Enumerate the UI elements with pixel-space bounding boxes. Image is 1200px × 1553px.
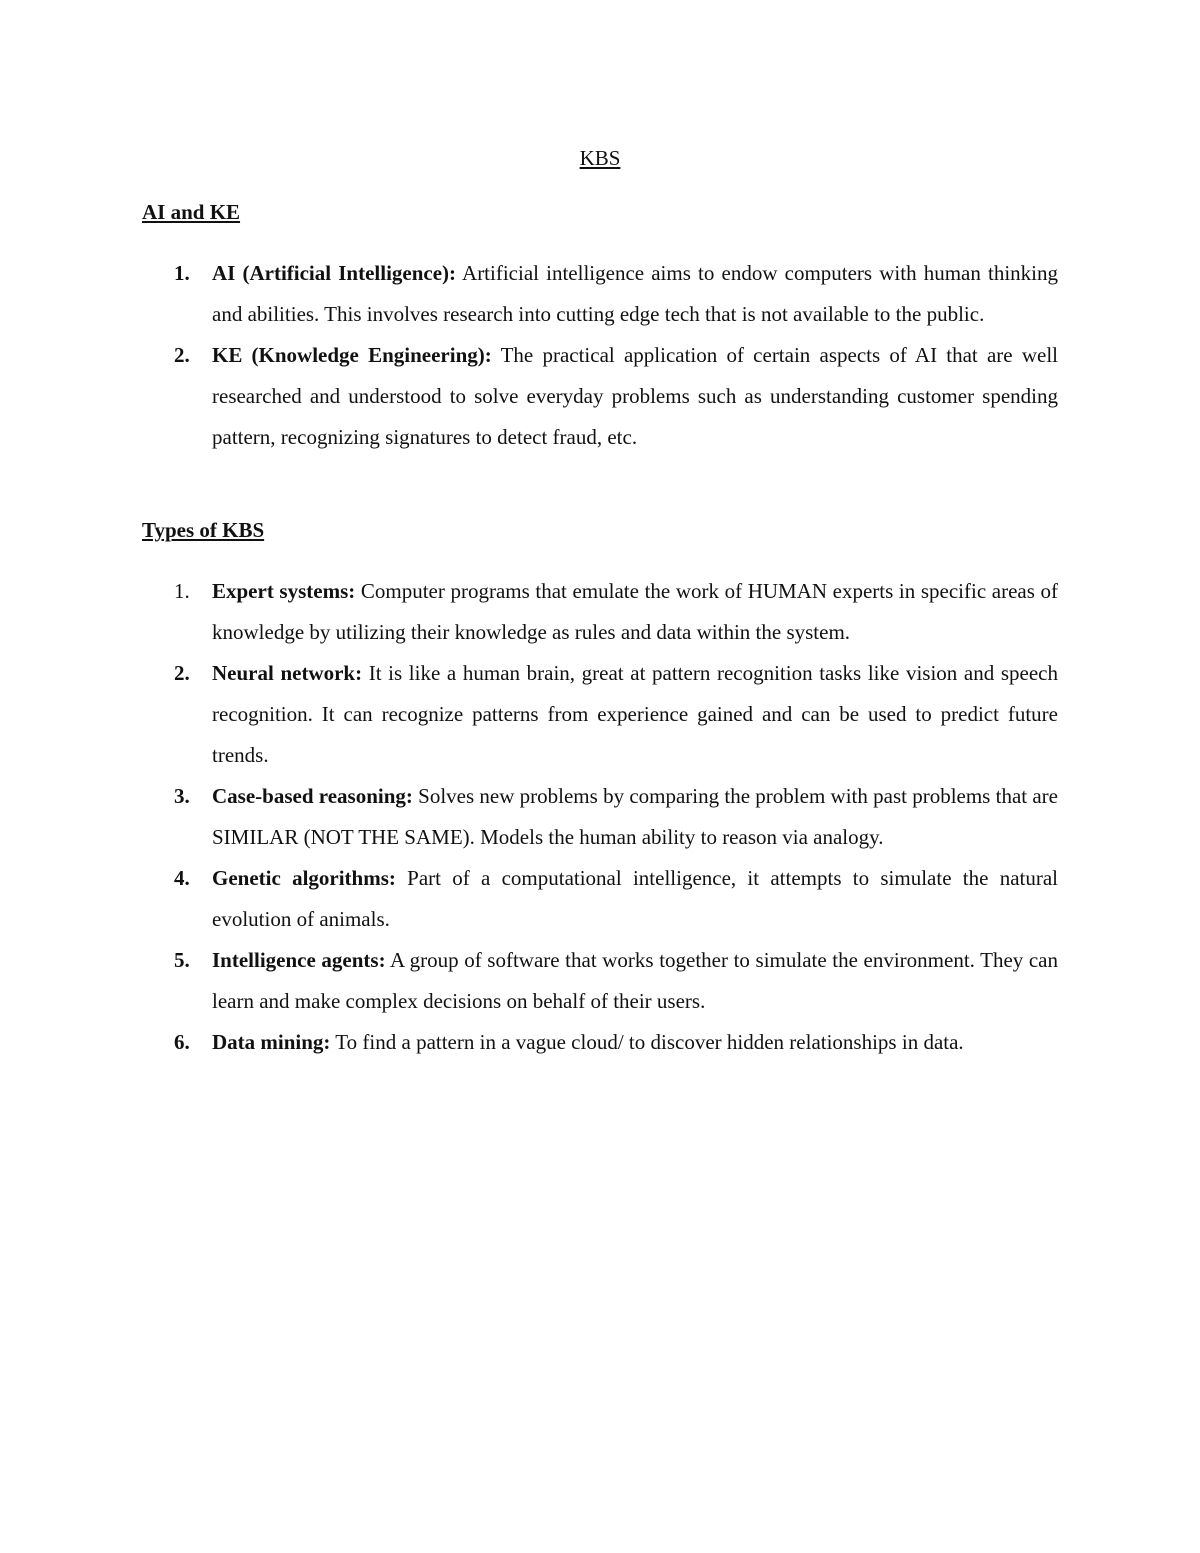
- list-item-term: Expert systems:: [212, 579, 356, 603]
- list-item-number: 1.: [174, 261, 190, 285]
- list-item-term: AI (Artificial Intelligence):: [212, 261, 457, 285]
- list-item-number: 2.: [174, 661, 190, 685]
- list-item-text: To find a pattern in a vague cloud/ to discover hidden relationships in data.: [330, 1030, 964, 1054]
- list-item-number: 1.: [174, 579, 190, 603]
- list-item: [142, 571, 1058, 653]
- list-item-term: Genetic algorithms:: [212, 866, 396, 890]
- document-title: KBS: [579, 146, 621, 170]
- list-item: [142, 653, 1058, 776]
- types-of-kbs-list: [142, 571, 1058, 1063]
- list-item-number: 5.: [174, 948, 190, 972]
- list-item-text: The practical application of certain aspects of AI that are well researched and understood to solve everyday problems such as understanding customer spending pattern, recognizing signatures to detect fraud, etc.: [212, 343, 1058, 449]
- section-heading-types-of-kbs: Types of KBS: [142, 518, 265, 542]
- list-item-number: 3.: [174, 784, 190, 808]
- list-item-term: Data mining:: [212, 1030, 331, 1054]
- list-item: [142, 1022, 1058, 1063]
- list-item-number: 2.: [174, 343, 190, 367]
- list-item-term: KE (Knowledge Engineering):: [212, 343, 492, 367]
- list-item-text: Artificial intelligence aims to endow computers with human thinking and abilities. This involves research into cutting edge tech that is not available to the public.: [212, 261, 1059, 326]
- list-item-number: 6.: [174, 1030, 190, 1054]
- list-item-term: Neural network:: [212, 661, 363, 685]
- list-item-text: Part of a computational intelligence, it attempts to simulate the natural evolution of animals.: [212, 866, 1059, 931]
- list-item: [142, 776, 1058, 858]
- list-item: [142, 940, 1058, 1022]
- section-heading-ai-and-ke: AI and KE: [142, 200, 241, 224]
- list-item: [142, 335, 1058, 458]
- ai-ke-list: [142, 253, 1058, 458]
- list-item-text: A group of software that works together to simulate the environment. They can learn and make complex decisions on behalf of their users.: [212, 948, 1058, 1013]
- list-item-text: Solves new problems by comparing the problem with past problems that are SIMILAR (NOT THE SAME). Models the human ability to reason via analogy.: [212, 784, 1058, 849]
- list-item-text: It is like a human brain, great at pattern recognition tasks like vision and speech recognition. It can recognize patterns from experience gained and can be used to predict future trends.: [212, 661, 1058, 767]
- list-item: [142, 858, 1058, 940]
- list-item-text: Computer programs that emulate the work of HUMAN experts in specific areas of knowledge by utilizing their knowledge as rules and data within the system.: [212, 579, 1058, 644]
- list-item-term: Intelligence agents:: [212, 948, 386, 972]
- list-item: [142, 253, 1058, 335]
- list-item-term: Case-based reasoning:: [212, 784, 413, 808]
- list-item-number: 4.: [174, 866, 190, 890]
